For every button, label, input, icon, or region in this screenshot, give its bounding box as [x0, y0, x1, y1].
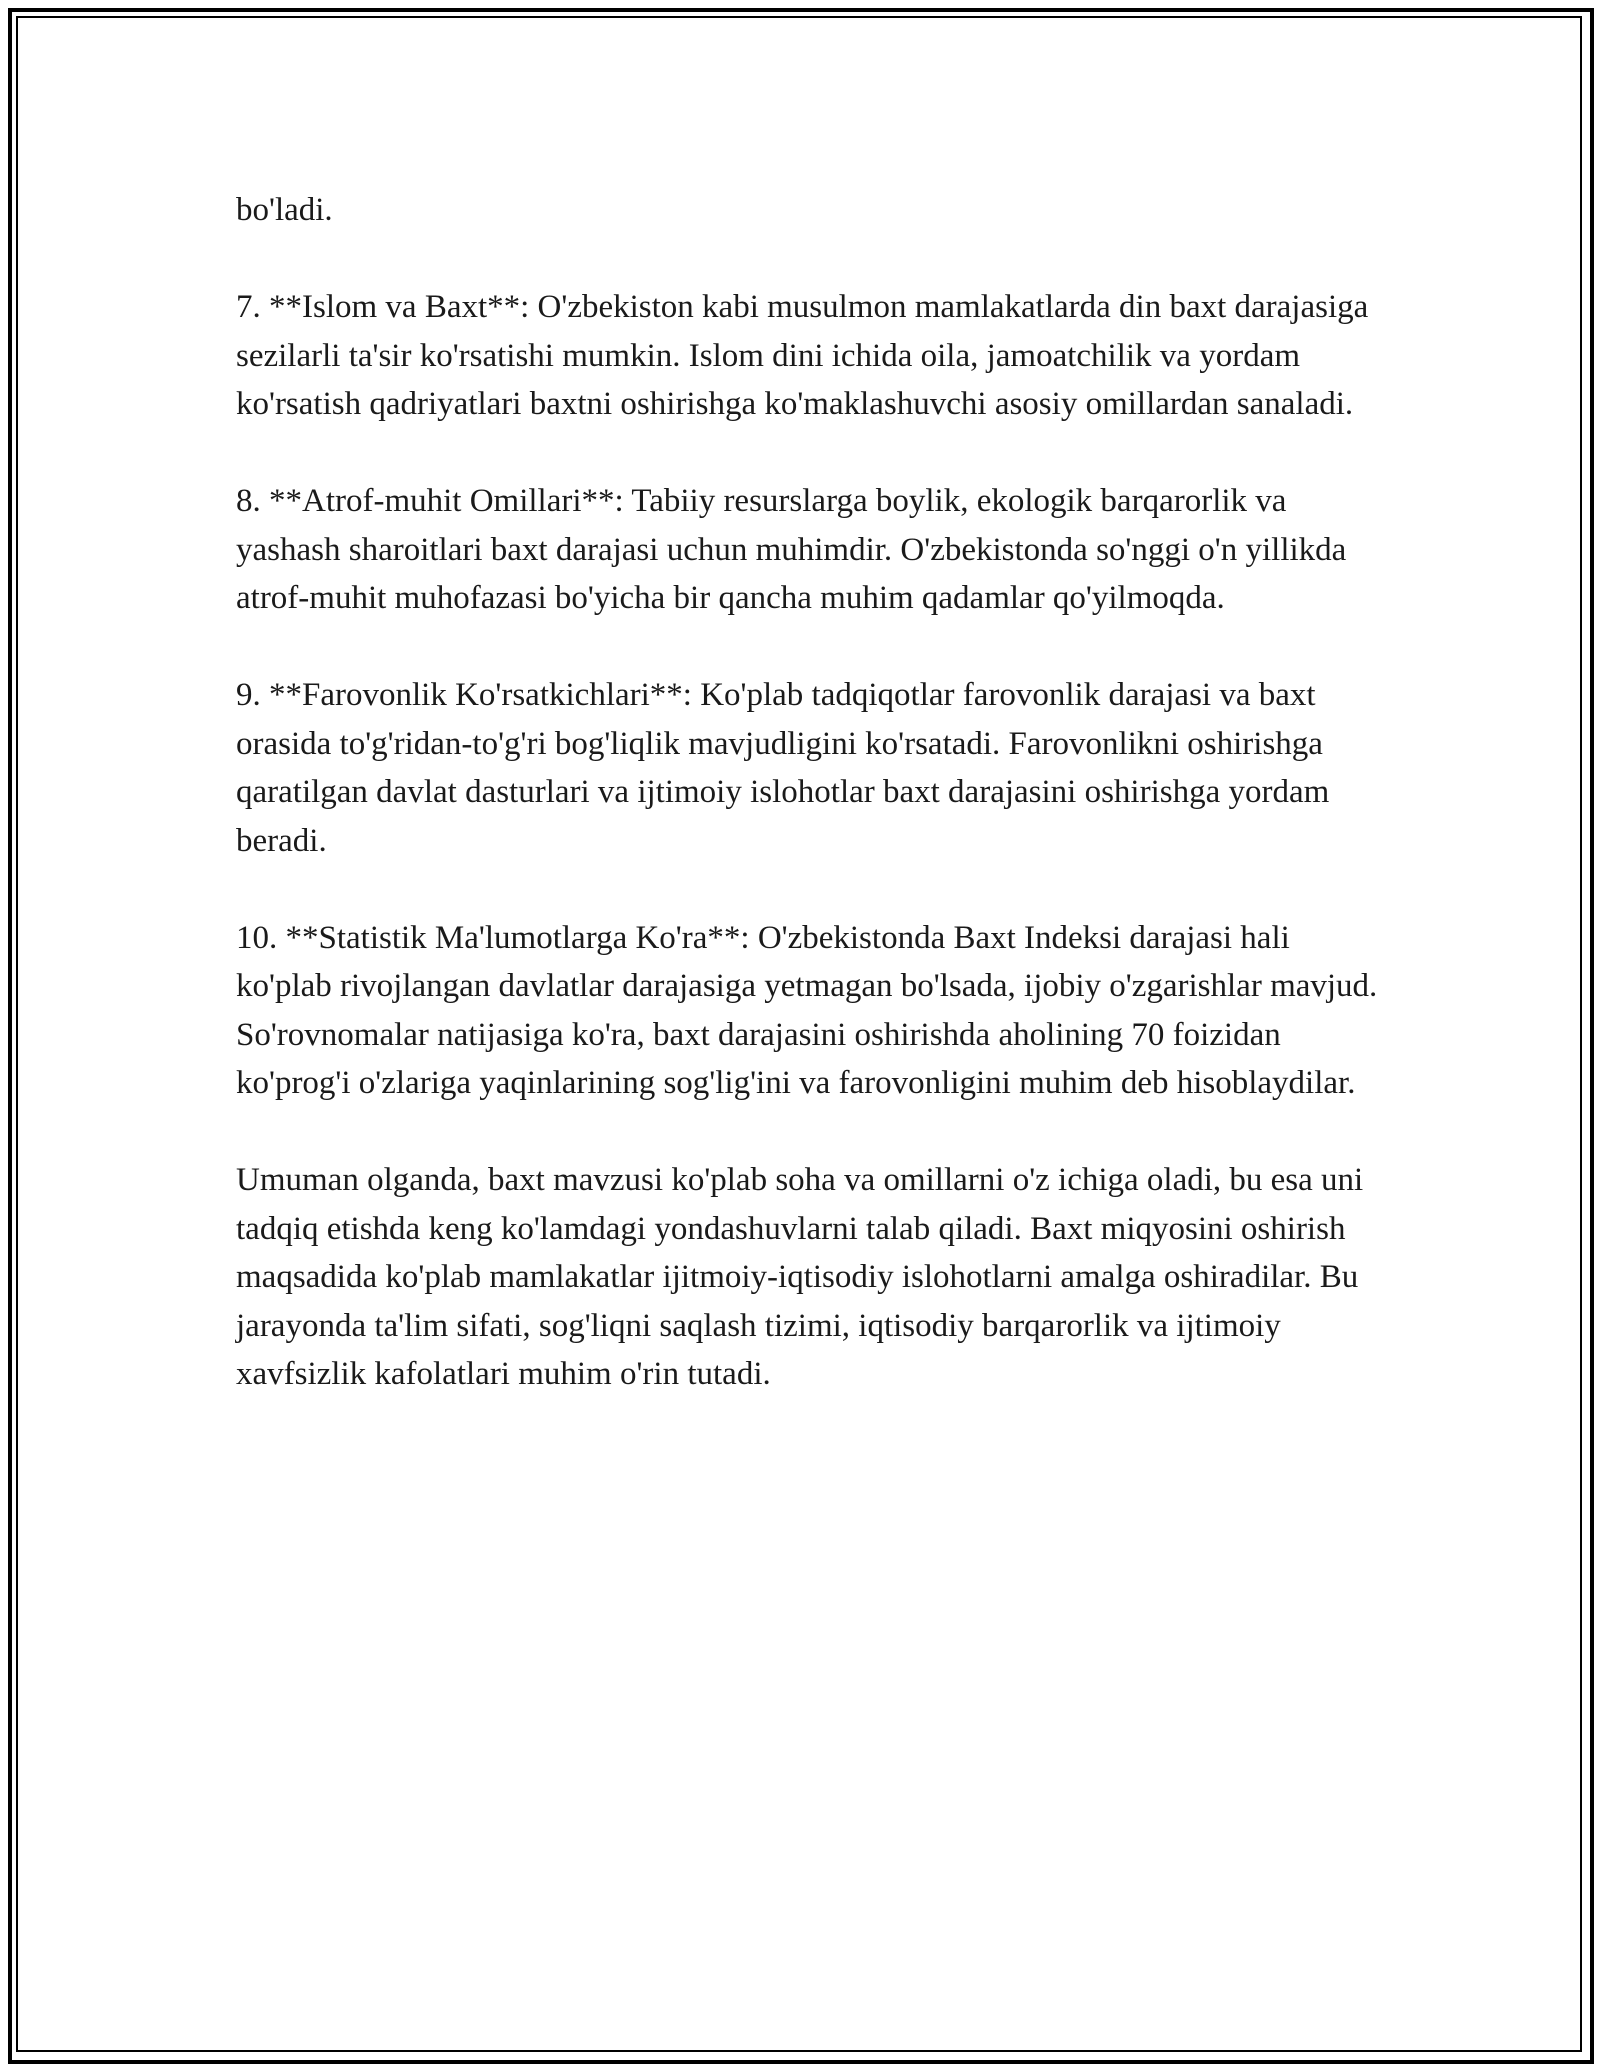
list-item-9-farovonlik-korsatkichlari: 9. **Farovonlik Ko'rsatkichlari**: Ko'plab tadqiqotlar farovonlik darajasi va baxt orasida to'g'ridan-to'g'ri bog'liqlik mavjudligini ko'rsatadi. Farovonlikni oshirishga qaratilgan davlat dasturlari va ijtimoiy islohotlar baxt darajasini oshirishga yordam beradi.: [236, 677, 1330, 859]
list-item-7-islom-va-baxt: 7. **Islom va Baxt**: O'zbekiston kabi musulmon mamlakatlarda din baxt darajasiga sezilarli ta'sir ko'rsatishi mumkin. Islom dini ichida oila, jamoatchilik va yordam ko'rsatish qadriyatlari baxtni oshirishga ko'maklashuvchi asosiy omillardan sanaladi.: [236, 289, 1369, 422]
conclusion-paragraph: Umuman olganda, baxt mavzusi ko'plab soha va omillarni o'z ichiga oladi, bu esa uni tadqiq etishda keng ko'lamdagi yondashuvlarni talab qiladi. Baxt miqyosini oshirish maqsadida ko'plab mamlakatlar ijitmoiy-iqtisodiy islohotlarni amalga oshiradilar. Bu jarayonda ta'lim sifati, sog'liqni saqlash tizimi, iqtisodiy barqarorlik va ijtimoiy xavfsizlik kafolatlari muhim o'rin tutadi.: [236, 1162, 1364, 1392]
paragraph-continuation: bo'ladi.: [236, 192, 333, 228]
list-item-10-statistik-malumotlar: 10. **Statistik Ma'lumotlarga Ko'ra**: O'zbekistonda Baxt Indeksi darajasi hali ko'plab rivojlangan davlatlar darajasiga yetmagan bo'lsada, ijobiy o'zgarishlar mavjud. So'rovnomalar natijasiga ko'ra, baxt darajasini oshirishda aholining 70 foizidan ko'prog'i o'zlariga yaqinlarining sog'lig'ini va farovonligini muhim deb hisoblaydilar.: [236, 919, 1378, 1101]
document-body: [236, 186, 1386, 1399]
list-item-8-atrof-muhit-omillari: 8. **Atrof-muhit Omillari**: Tabiiy resurslarga boylik, ekologik barqarorlik va yashash sharoitlari baxt darajasi uchun muhimdir. O'zbekistonda so'nggi o'n yillikda atrof-muhit muhofazasi bo'yicha bir qancha muhim qadamlar qo'yilmoqda.: [236, 483, 1347, 616]
